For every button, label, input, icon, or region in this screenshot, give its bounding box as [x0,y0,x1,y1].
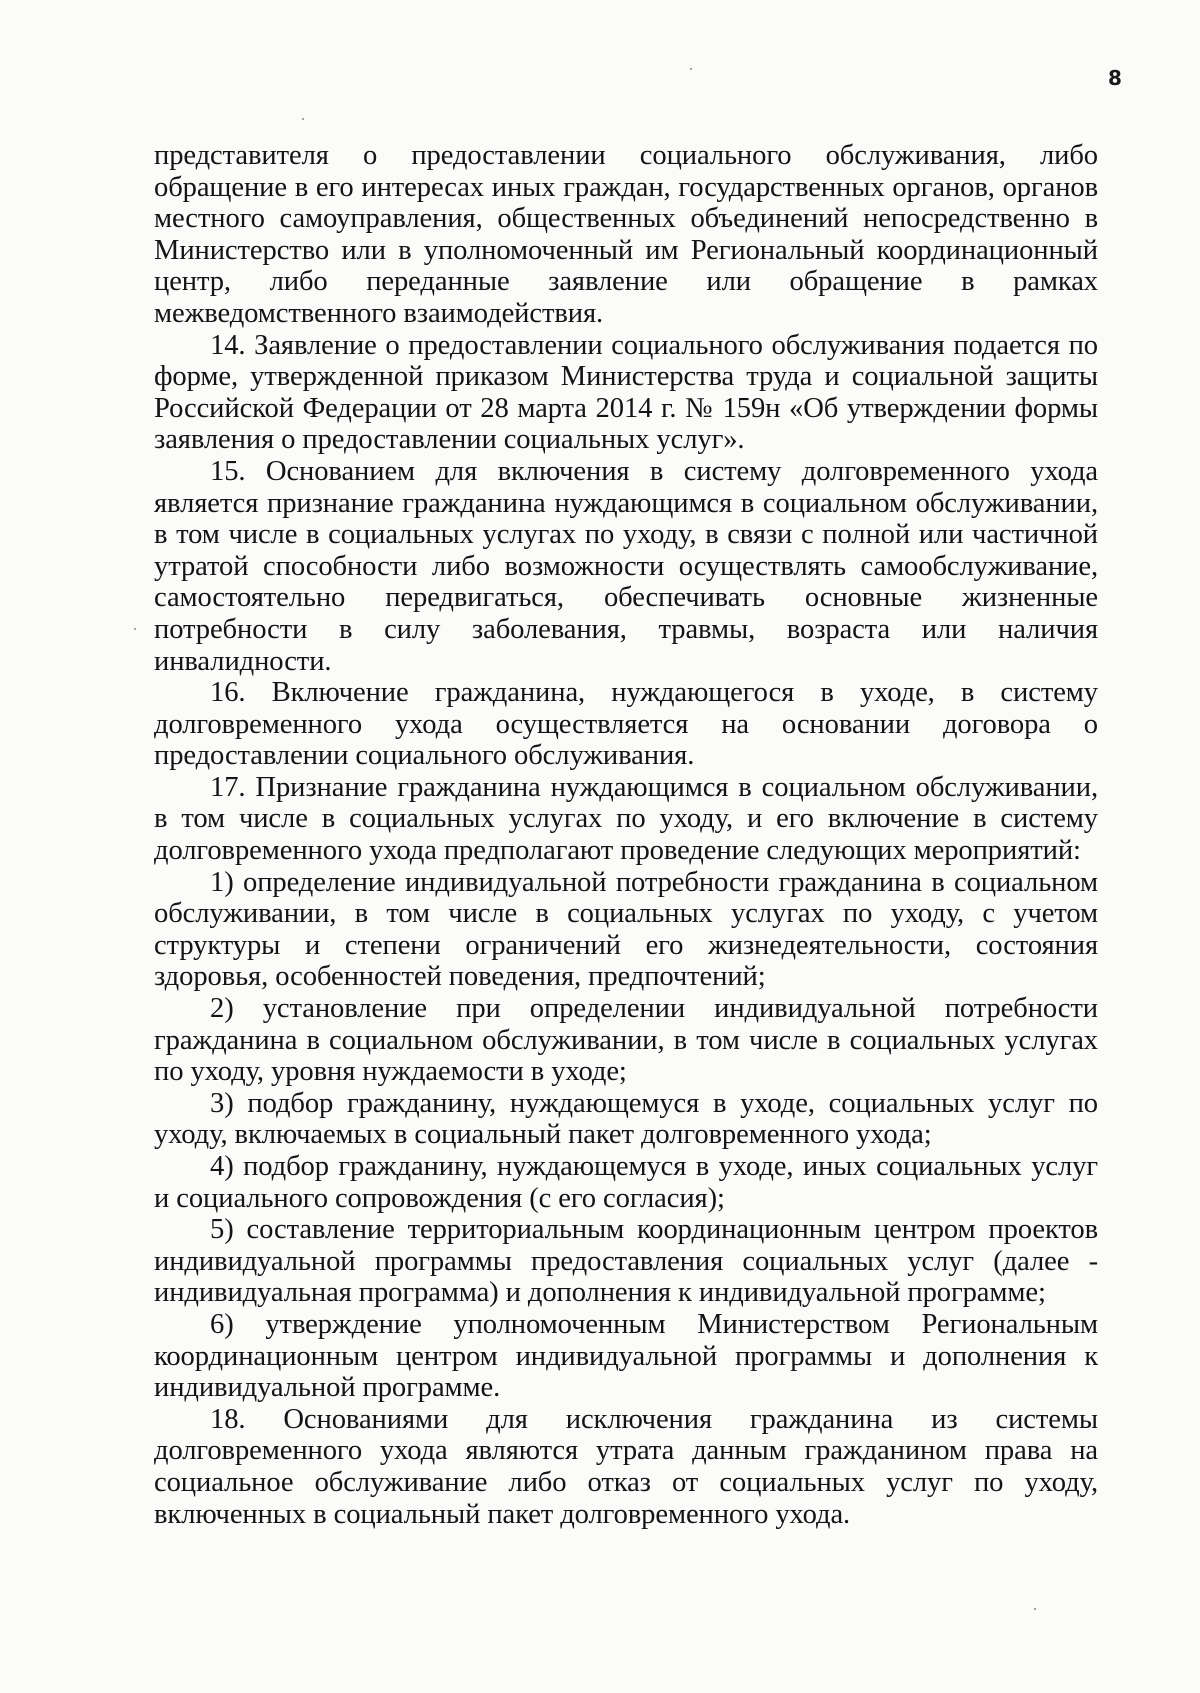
paragraph-18: 18. Основаниями для исключения гражданина из системы долговременного ухода являются утрата данным гражданином права на социальное обслуживание либо отказ от социальных услуг по уходу, включенных в социальный пакет долговременного ухода. [154,1403,1098,1530]
scan-speck [1034,1608,1036,1610]
paragraph-13-continuation: представителя о предоставлении социального обслуживания, либо обращение в его интересах иных граждан, государственных органов, органов местного самоуправления, общественных объединений непосредственно в Министерство или в уполномоченный им Региональный координационный центр, либо переданные заявление или обращение в рамках межведомственного взаимодействия. [154,140,1098,329]
list-item-1: 1) определение индивидуальной потребности гражданина в социальном обслуживании, в том числе в социальных услугах по уходу, с учетом структуры и степени ограничений его жизнедеятельности, состояния здоровья, особенностей поведения, предпочтений; [154,866,1098,993]
list-item-3: 3) подбор гражданину, нуждающемуся в уходе, социальных услуг по уходу, включаемых в социальный пакет долговременного ухода; [154,1087,1098,1151]
paragraph-15: 15. Основанием для включения в систему долговременного ухода является признание гражданина нуждающимся в социальном обслуживании, в том числе в социальных услугах по уходу, в связи с полной или частичной утратой способности либо возможности осуществлять самообслуживание, самостоятельно передвигаться, обеспечивать основные жизненные потребности в силу заболевания, травмы, возраста или наличия инвалидности. [154,455,1098,677]
list-item-2: 2) установление при определении индивидуальной потребности гражданина в социальном обслуживании, в том числе в социальных услугах по уходу, уровня нуждаемости в уходе; [154,993,1098,1088]
scan-speck [134,628,136,630]
scan-speck [302,118,304,120]
document-body [154,140,1098,1530]
paragraph-17: 17. Признание гражданина нуждающимся в социальном обслуживании, в том числе в социальных услугах по уходу, и его включение в систему долговременного ухода предполагают проведение следующих мероприятий: [154,771,1098,867]
list-item-4: 4) подбор гражданину, нуждающемуся в уходе, иных социальных услуг и социального сопровождения (с его согласия); [154,1151,1098,1214]
list-item-5: 5) составление территориальным координационным центром проектов индивидуальной программы предоставления социальных услуг (далее - индивидуальная программа) и дополнения к индивидуальной программе; [154,1214,1098,1309]
paragraph-14: 14. Заявление о предоставлении социального обслуживания подается по форме, утвержденной приказом Министерства труда и социальной защиты Российской Федерации от 28 марта 2014 г. № 159н «Об утверждении формы заявления о предоставлении социальных услуг». [154,329,1098,456]
paragraph-16: 16. Включение гражданина, нуждающегося в уходе, в систему долговременного ухода осуществляется на основании договора о предоставлении социального обслуживания. [154,677,1098,772]
page-number: 8 [1108,66,1122,90]
scan-speck [690,68,692,70]
list-item-6: 6) утверждение уполномоченным Министерством Региональным координационным центром индивидуальной программы и дополнения к индивидуальной программе. [154,1308,1098,1404]
